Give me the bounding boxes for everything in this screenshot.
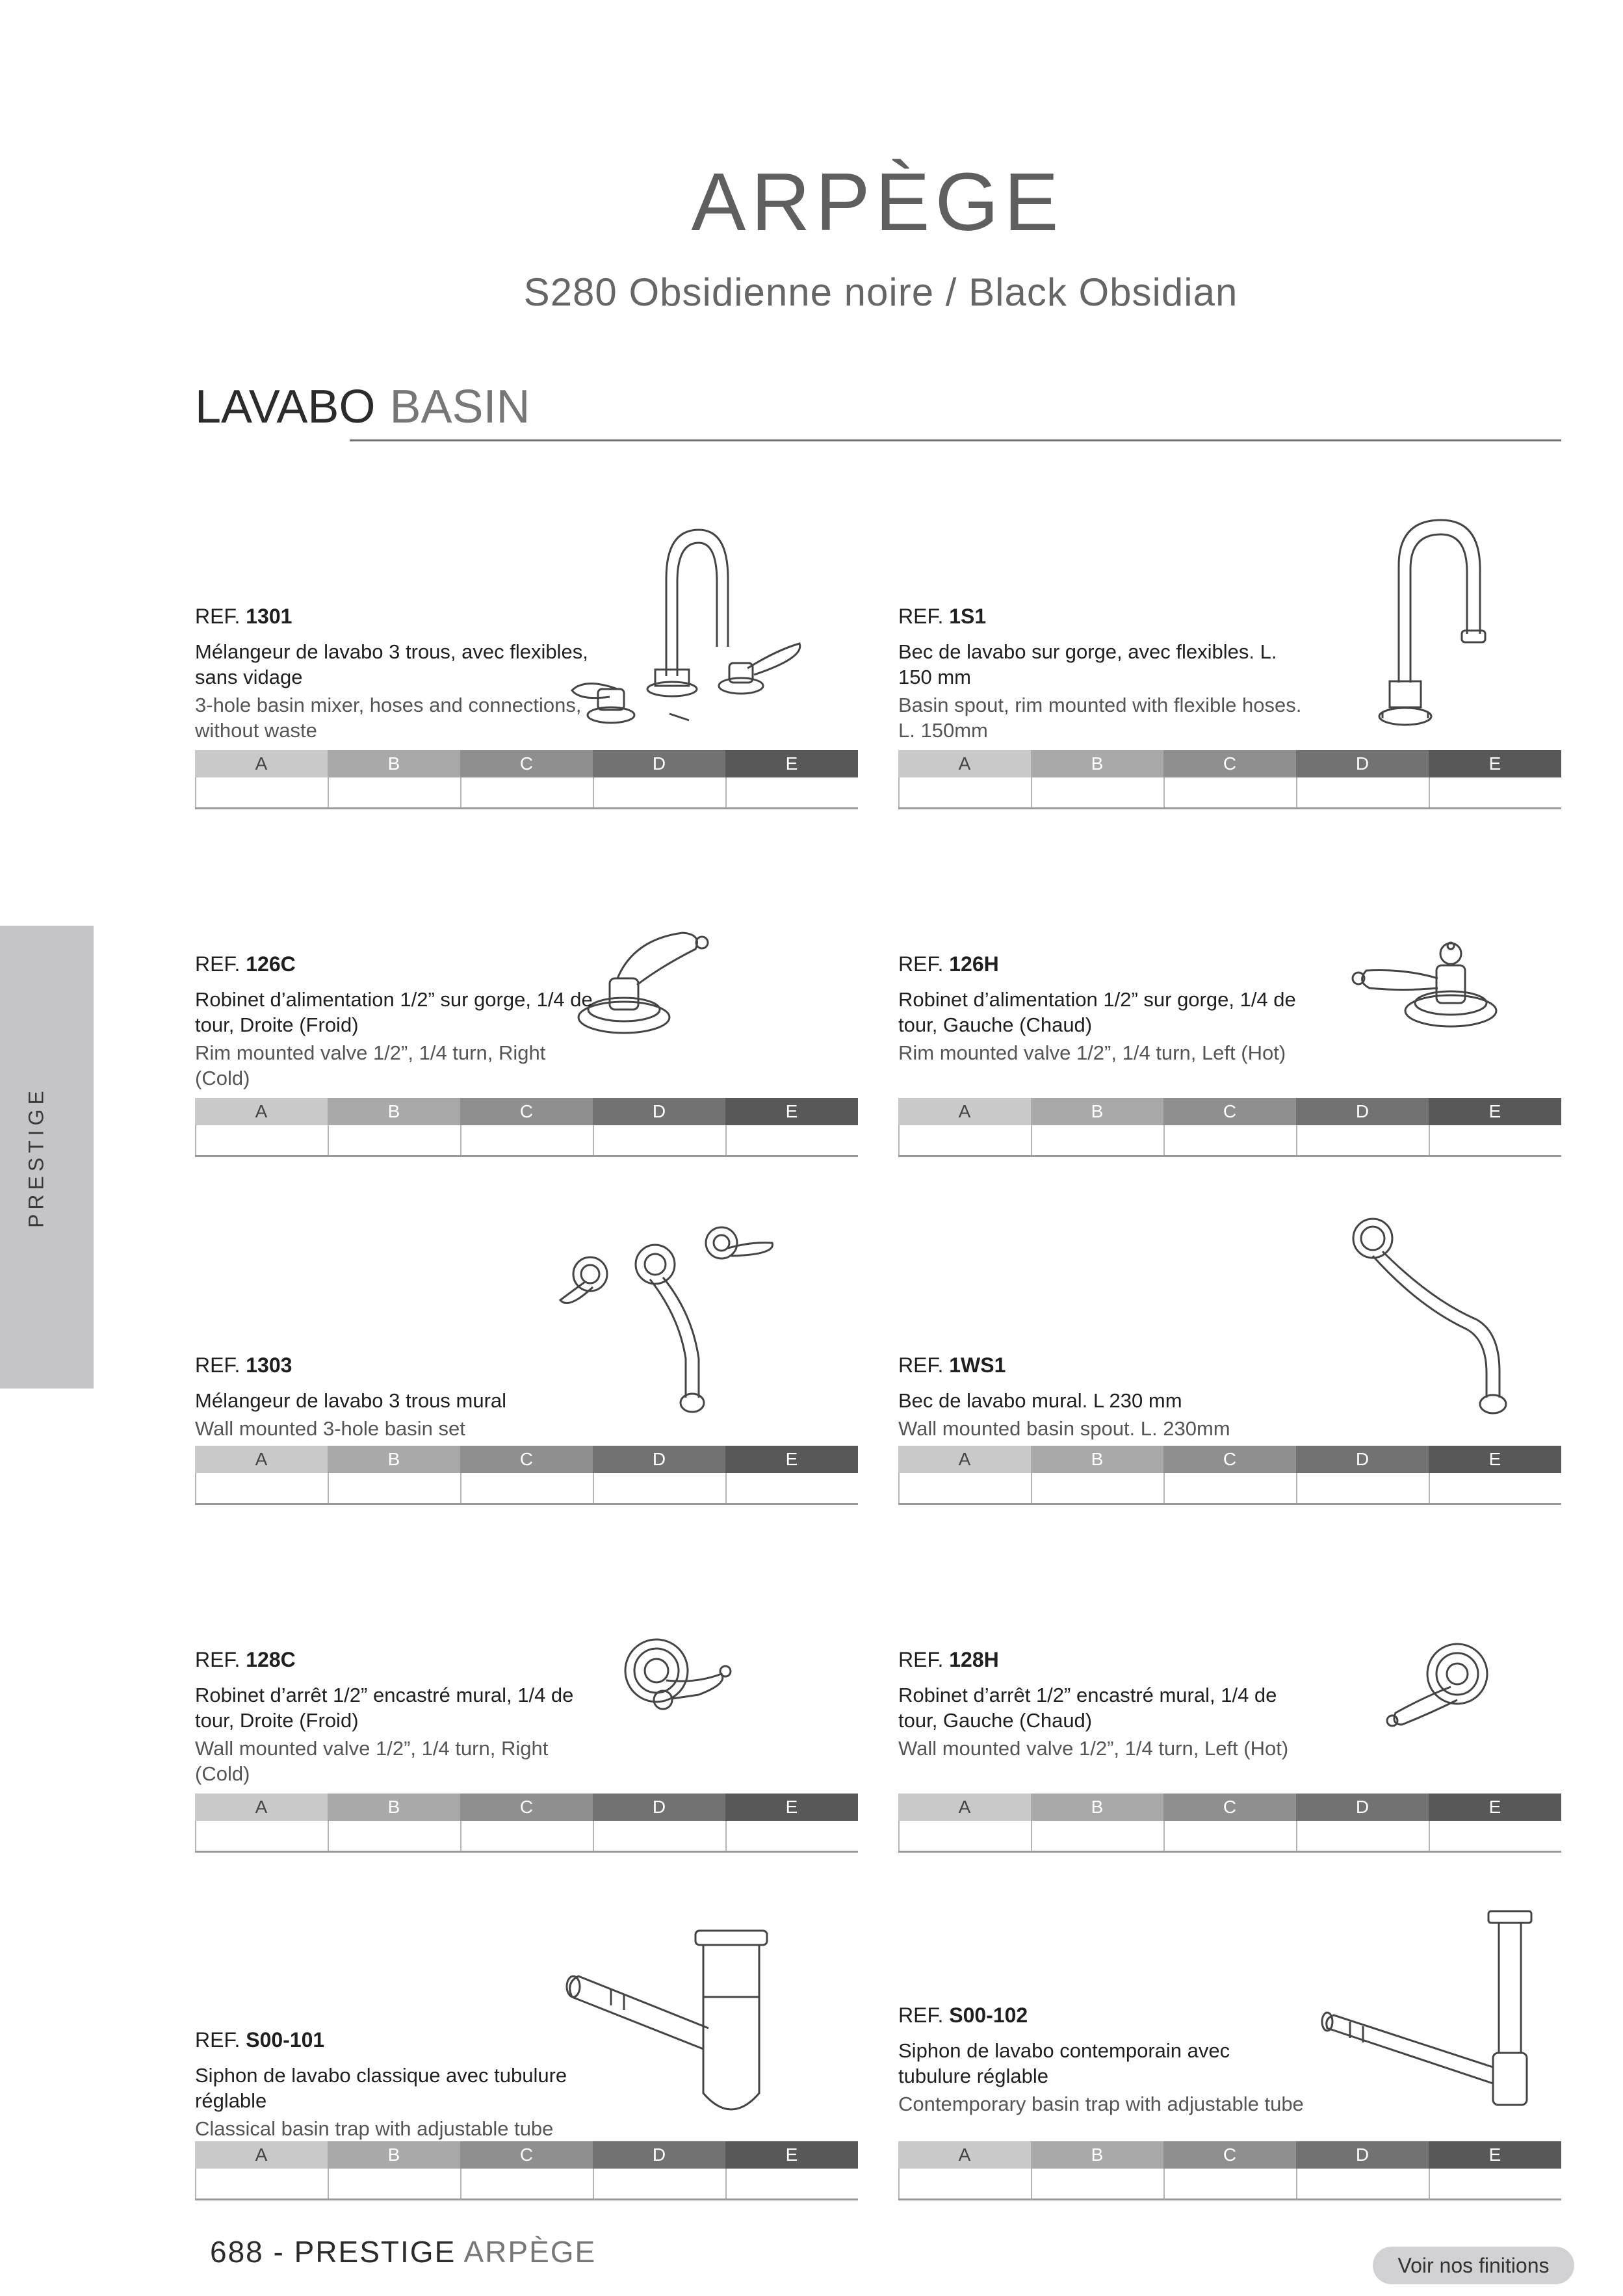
- product-description-fr: Siphon de lavabo contemporain avec tubulure réglable: [898, 2039, 1230, 2087]
- product-text: [195, 952, 604, 1091]
- view-finishes-button[interactable]: Voir nos finitions: [1373, 2247, 1574, 2284]
- finish-header-row: [195, 1446, 858, 1473]
- finish-col-e: E: [725, 1446, 858, 1473]
- product-ref: REF. 1303: [195, 1353, 292, 1377]
- product-description-fr: Bec de lavabo mural. L 230 mm: [898, 1389, 1182, 1412]
- product-description-en: Rim mounted valve 1/2”, 1/4 turn, Left (Hot): [898, 1041, 1286, 1064]
- product-text: [195, 1648, 604, 1786]
- finish-col-c: C: [1163, 1098, 1296, 1125]
- finish-table: [195, 1098, 858, 1156]
- product-card: [195, 1203, 858, 1502]
- product-description-fr: Bec de lavabo sur gorge, avec flexibles. L. 150 mm: [898, 640, 1277, 688]
- product-card: [898, 1203, 1561, 1502]
- finish-col-d: D: [1296, 2141, 1429, 2169]
- product-description-en: Basin spout, rim mounted with flexible hoses. L. 150mm: [898, 694, 1302, 742]
- finish-table: [898, 1098, 1561, 1156]
- finish-col-d: D: [1296, 1098, 1429, 1125]
- product-ref: REF. 1301: [195, 605, 292, 628]
- product-card: [898, 1898, 1561, 2197]
- finish-col-e: E: [1429, 1446, 1561, 1473]
- finish-col-b: B: [1031, 1794, 1163, 1821]
- product-text: [195, 1353, 604, 1441]
- finish-value-row: [195, 2169, 858, 2200]
- product-ref: REF. 1WS1: [898, 1353, 1006, 1377]
- product-text: [195, 605, 604, 743]
- product-description-fr: Mélangeur de lavabo 3 trous, avec flexibles, sans vidage: [195, 640, 588, 688]
- product-ref: REF. 126H: [898, 952, 999, 976]
- product-ref: REF. 128C: [195, 1648, 296, 1671]
- finish-header-row: [898, 1446, 1561, 1473]
- product-description-fr: Mélangeur de lavabo 3 trous mural: [195, 1389, 507, 1412]
- finish-col-d: D: [1296, 750, 1429, 777]
- finish-table: [195, 1446, 858, 1504]
- finish-col-c: C: [460, 1098, 593, 1125]
- product-description-fr: Siphon de lavabo classique avec tubulure réglable: [195, 2064, 567, 2112]
- finish-col-d: D: [593, 1098, 725, 1125]
- finish-col-a: A: [195, 750, 328, 777]
- finish-col-a: A: [195, 1098, 328, 1125]
- finish-value-row: [898, 1125, 1561, 1157]
- finish-header-row: [195, 1794, 858, 1821]
- finish-col-a: A: [195, 2141, 328, 2169]
- product-text: [898, 952, 1308, 1065]
- product-text: [898, 1353, 1308, 1441]
- finish-header-row: [195, 2141, 858, 2169]
- product-ref: REF. 128H: [898, 1648, 999, 1671]
- finish-col-d: D: [1296, 1794, 1429, 1821]
- page-footer: [210, 2234, 596, 2269]
- finish-col-d: D: [593, 1794, 725, 1821]
- section-title: [195, 380, 530, 434]
- finish-value-row: [898, 2169, 1561, 2200]
- finish-subtitle: S280 Obsidienne noire / Black Obsidian: [523, 270, 1238, 314]
- finish-col-c: C: [460, 1794, 593, 1821]
- finish-col-e: E: [725, 1098, 858, 1125]
- side-tab-label: PRESTIGE: [24, 1086, 48, 1228]
- finish-value-row: [195, 1125, 858, 1157]
- finish-value-row: [898, 1821, 1561, 1853]
- product-text: [898, 605, 1308, 743]
- finish-table: [898, 750, 1561, 809]
- finish-header-row: [195, 1098, 858, 1125]
- finish-col-c: C: [460, 750, 593, 777]
- finish-value-row: [195, 777, 858, 809]
- product-ref: REF. 126C: [195, 952, 296, 976]
- product-description-fr: Robinet d’arrêt 1/2” encastré mural, 1/4 de tour, Droite (Froid): [195, 1684, 574, 1732]
- section-title-en: BASIN: [389, 381, 530, 433]
- finish-col-a: A: [898, 1446, 1031, 1473]
- finish-table: [195, 1794, 858, 1852]
- finish-value-row: [898, 1473, 1561, 1505]
- finish-col-b: B: [328, 2141, 460, 2169]
- finish-col-b: B: [1031, 1446, 1163, 1473]
- product-description-fr: Robinet d’arrêt 1/2” encastré mural, 1/4 de tour, Gauche (Chaud): [898, 1684, 1277, 1732]
- finish-col-c: C: [460, 1446, 593, 1473]
- finish-col-a: A: [898, 1098, 1031, 1125]
- finish-col-b: B: [328, 1794, 460, 1821]
- finish-col-a: A: [898, 1794, 1031, 1821]
- finish-header-row: [898, 1098, 1561, 1125]
- finish-col-b: B: [1031, 2141, 1163, 2169]
- product-description-en: Rim mounted valve 1/2”, 1/4 turn, Right (Cold): [195, 1041, 546, 1089]
- product-ref: REF. 1S1: [898, 605, 987, 628]
- finish-col-b: B: [1031, 1098, 1163, 1125]
- product-description-en: Wall mounted valve 1/2”, 1/4 turn, Left (Hot): [898, 1737, 1289, 1760]
- finish-col-b: B: [1031, 750, 1163, 777]
- finish-col-e: E: [1429, 2141, 1561, 2169]
- product-text: [898, 2003, 1308, 2117]
- footer-separator: -: [273, 2235, 285, 2269]
- finish-value-row: [195, 1473, 858, 1505]
- product-text: [898, 1648, 1308, 1761]
- product-card: [195, 1898, 858, 2197]
- product-description-fr: Robinet d’alimentation 1/2” sur gorge, 1/4 de tour, Gauche (Chaud): [898, 988, 1296, 1036]
- finish-table: [195, 2141, 858, 2200]
- finish-value-row: [195, 1821, 858, 1853]
- product-ref: REF. S00-101: [195, 2028, 325, 2052]
- finish-col-e: E: [725, 2141, 858, 2169]
- finish-col-e: E: [725, 1794, 858, 1821]
- finish-table: [898, 2141, 1561, 2200]
- page-number: 688: [210, 2235, 264, 2269]
- finish-col-e: E: [1429, 1098, 1561, 1125]
- section-divider: [350, 439, 1561, 441]
- finish-col-e: E: [725, 750, 858, 777]
- product-card: [898, 855, 1561, 1154]
- finish-col-b: B: [328, 1098, 460, 1125]
- finish-col-a: A: [898, 2141, 1031, 2169]
- finish-col-c: C: [1163, 2141, 1296, 2169]
- finish-table: [898, 1446, 1561, 1504]
- product-description-en: Classical basin trap with adjustable tube: [195, 2117, 554, 2140]
- finish-col-e: E: [1429, 1794, 1561, 1821]
- finish-col-d: D: [593, 1446, 725, 1473]
- finish-col-c: C: [1163, 1794, 1296, 1821]
- finish-col-b: B: [328, 750, 460, 777]
- finish-col-a: A: [898, 750, 1031, 777]
- footer-brand: ARPÈGE: [463, 2235, 597, 2269]
- product-card: [195, 855, 858, 1154]
- finish-col-a: A: [195, 1446, 328, 1473]
- finish-header-row: [898, 2141, 1561, 2169]
- finish-header-row: [898, 1794, 1561, 1821]
- finish-col-b: B: [328, 1446, 460, 1473]
- product-card: [195, 507, 858, 806]
- finish-col-d: D: [593, 2141, 725, 2169]
- finish-col-c: C: [1163, 1446, 1296, 1473]
- product-text: [195, 2028, 604, 2141]
- brand-title: ARPÈGE: [691, 156, 1064, 248]
- product-card: [195, 1550, 858, 1849]
- finish-col-d: D: [593, 750, 725, 777]
- product-description-fr: Robinet d’alimentation 1/2” sur gorge, 1/4 de tour, Droite (Froid): [195, 988, 593, 1036]
- finish-col-d: D: [1296, 1446, 1429, 1473]
- product-description-en: Contemporary basin trap with adjustable tube: [898, 2093, 1304, 2115]
- product-card: [898, 507, 1561, 806]
- finish-value-row: [898, 777, 1561, 809]
- product-ref: REF. S00-102: [898, 2003, 1028, 2027]
- product-description-en: Wall mounted basin spout. L. 230mm: [898, 1417, 1230, 1440]
- finish-col-c: C: [460, 2141, 593, 2169]
- finish-table: [898, 1794, 1561, 1852]
- finish-col-c: C: [1163, 750, 1296, 777]
- finish-col-a: A: [195, 1794, 328, 1821]
- product-description-en: 3-hole basin mixer, hoses and connections, without waste: [195, 694, 582, 742]
- finish-header-row: [898, 750, 1561, 777]
- product-description-en: Wall mounted 3-hole basin set: [195, 1417, 465, 1440]
- finish-table: [195, 750, 858, 809]
- finish-col-e: E: [1429, 750, 1561, 777]
- product-card: [898, 1550, 1561, 1849]
- product-description-en: Wall mounted valve 1/2”, 1/4 turn, Right (Cold): [195, 1737, 549, 1785]
- finish-header-row: [195, 750, 858, 777]
- footer-collection: PRESTIGE: [294, 2235, 456, 2269]
- section-title-fr: LAVABO: [195, 381, 376, 433]
